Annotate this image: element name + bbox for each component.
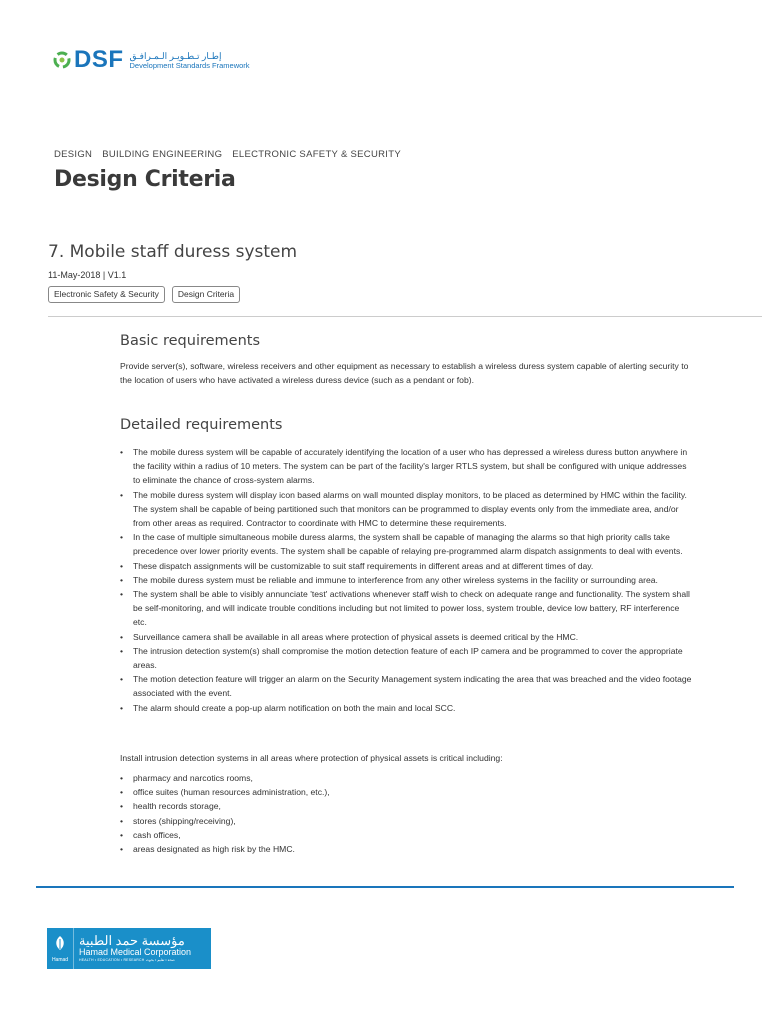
hmc-leaf-icon — [52, 935, 68, 955]
list-item: • The system shall be able to visibly annunciate 'test' activations whenever staff wish to check on adequate range and functionality. The system shall be self-monitoring, and will indicate trouble conditions including but not limited to power loss, system trouble, device low battery, RF interference etc. — [120, 587, 695, 630]
list-item: • office suites (human resources administration, etc.), — [120, 785, 330, 799]
page-title: Design Criteria — [54, 167, 236, 192]
tag-design-criteria[interactable]: Design Criteria — [172, 286, 240, 303]
section-title: 7. Mobile staff duress system — [48, 242, 298, 262]
basic-requirements-text: Provide server(s), software, wireless receivers and other equipment as necessary to establish a wireless duress system capable of alerting security to the location of users who have activated a wireless duress device (such as a pendant or fob). — [120, 361, 689, 385]
list-item: • pharmacy and narcotics rooms, — [120, 771, 330, 785]
logo-arabic-text: إطـار تـطـويـر الـمـرافـق — [129, 50, 222, 61]
list-item: • Surveillance camera shall be available in all areas where protection of physical assets is deemed critical by the HMC. — [120, 630, 695, 644]
hmc-tagline — [79, 958, 211, 963]
breadcrumb-design[interactable]: DESIGN — [54, 149, 93, 160]
hmc-tagline-en: HEALTH • EDUCATION • RESEARCH — [79, 958, 145, 962]
hmc-tagline-ar: صحة • تعليم • بحوث — [145, 958, 175, 962]
dsf-logo[interactable] — [53, 48, 250, 72]
logo-caption — [130, 51, 250, 70]
list-item: • stores (shipping/receiving), — [120, 814, 330, 828]
list-item: • health records storage, — [120, 799, 330, 813]
basic-requirements-heading: Basic requirements — [120, 333, 261, 349]
hmc-wordmark — [74, 928, 211, 969]
hmc-arabic-name: مؤسسة حمد الطبية — [79, 933, 185, 948]
detailed-requirements-list — [120, 445, 695, 715]
logo-dsf-text: DSF — [74, 46, 124, 73]
detailed-requirements-heading: Detailed requirements — [120, 417, 283, 433]
list-item: • In the case of multiple simultaneous mobile duress alarms, the system shall be capable of managing the alarms so that high priority calls take precedence over lower priority events. The system shall be capable of relaying pre-programmed alarm dispatch assignments to deal with events. — [120, 530, 695, 558]
list-item: • The alarm should create a pop-up alarm notification on both the main and local SCC. — [120, 701, 695, 715]
section-meta: 11-May-2018 | V1.1 — [48, 270, 127, 280]
leaf-logo-icon — [53, 49, 71, 71]
install-intro-text: Install intrusion detection systems in all areas where protection of physical assets is critical including: — [120, 753, 503, 763]
list-item: • The intrusion detection system(s) shall compromise the motion detection feature of each IP camera and be programmed to cover the appropriate areas. — [120, 644, 695, 672]
hmc-emblem — [47, 928, 74, 969]
intrusion-areas-list — [120, 771, 330, 856]
footer-divider — [36, 886, 734, 888]
logo-english-text: Development Standards Framework — [129, 60, 250, 70]
breadcrumb-building-engineering[interactable]: BUILDING ENGINEERING — [102, 149, 223, 160]
hmc-english-name: Hamad Medical Corporation — [79, 947, 192, 957]
list-item: • The motion detection feature will trigger an alarm on the Security Management system indicating the area that was breached and the video footage associated with the event. — [120, 672, 695, 700]
hmc-emblem-label: Hamad — [51, 956, 69, 963]
hmc-logo[interactable] — [47, 928, 211, 969]
breadcrumb-electronic-safety[interactable]: ELECTRONIC SAFETY & SECURITY — [232, 149, 401, 160]
list-item: • cash offices, — [120, 828, 330, 842]
list-item: • The mobile duress system will display icon based alarms on wall mounted display monitors, to be placed as determined by HMC within the facility. The system shall be capable of being partitioned such that monitors can be programmed to display events only from the immediate area, and/or from other areas as required. Contractor to coordinate with HMC to determine these requirements. — [120, 488, 695, 531]
list-item: • These dispatch assignments will be customizable to suit staff requirements in different areas and at different times of day. — [120, 559, 695, 573]
tag-list — [48, 286, 240, 303]
list-item: • The mobile duress system will be capable of accurately identifying the location of a user who has depressed a wireless duress button anywhere in the facility within a radius of 10 meters. The system can be part of the facility's larger RTLS system, but shall be configured with unique addresses to eliminate the chance of cross-system alarms. — [120, 445, 695, 488]
section-divider — [48, 316, 762, 317]
list-item: • areas designated as high risk by the HMC. — [120, 842, 330, 856]
breadcrumb — [54, 149, 411, 160]
tag-electronic-safety[interactable]: Electronic Safety & Security — [48, 286, 165, 303]
list-item: • The mobile duress system must be reliable and immune to interference from any other wireless systems in the facility or surrounding area. — [120, 573, 695, 587]
